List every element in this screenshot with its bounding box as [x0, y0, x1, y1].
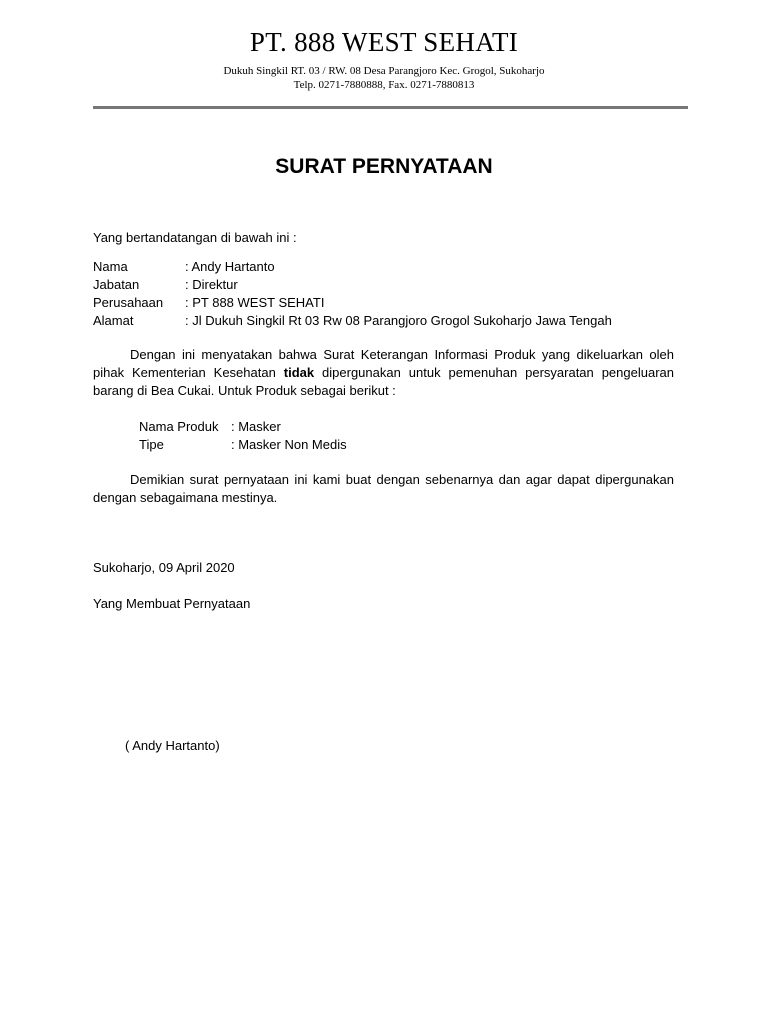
identity-row-perusahaan — [93, 294, 693, 312]
company-name: PT. 888 WEST SEHATI — [249, 27, 519, 57]
statement-text-before: Dengan ini menyatakan bahwa Surat Keterangan Informasi Produk yang dikeluarkan oleh pihak Kementerian Kesehatan — [93, 347, 674, 380]
identity-value: : PT 888 WEST SEHATI — [185, 295, 325, 310]
identity-row-nama — [93, 258, 693, 276]
statement-paragraph — [93, 346, 674, 400]
place-date: Sukoharjo, 09 April 2020 — [93, 560, 235, 575]
intro-text: Yang bertandatangan di bawah ini : — [93, 230, 297, 245]
signer-name: ( Andy Hartanto) — [125, 738, 220, 753]
letterhead — [0, 26, 768, 92]
product-row-type — [139, 436, 539, 454]
letterhead-divider — [93, 106, 688, 109]
product-block — [139, 418, 539, 454]
document-title: SURAT PERNYATAAN — [275, 155, 493, 178]
identity-value: : Jl Dukuh Singkil Rt 03 Rw 08 Parangjoro Grogol Sukoharjo Jawa Tengah — [185, 313, 612, 328]
identity-value: : Direktur — [185, 277, 238, 292]
identity-label: Jabatan — [93, 277, 140, 292]
identity-block — [93, 258, 693, 330]
product-value: : Masker Non Medis — [231, 437, 347, 452]
statement-emphasis: tidak — [283, 365, 315, 380]
identity-label: Nama — [93, 259, 128, 274]
product-label: Tipe — [139, 437, 164, 452]
company-address: Dukuh Singkil RT. 03 / RW. 08 Desa Parangjoro Kec. Grogol, Sukoharjo — [223, 65, 545, 77]
product-row-name — [139, 418, 539, 436]
identity-label: Alamat — [93, 313, 134, 328]
product-label: Nama Produk — [139, 419, 219, 434]
product-value: : Masker — [231, 419, 281, 434]
identity-row-alamat — [93, 312, 693, 330]
signer-role: Yang Membuat Pernyataan — [93, 596, 251, 611]
statement-text-after: dipergunakan untuk pemenuhan persyaratan pengeluaran barang di Bea Cukai. Untuk Produk sebagai berikut : — [93, 365, 674, 398]
identity-value: : Andy Hartanto — [185, 259, 275, 274]
closing-paragraph: Demikian surat pernyataan ini kami buat dengan sebenarnya dan agar dapat dipergunakan dengan sebagaimana mestinya. — [93, 472, 674, 505]
identity-row-jabatan — [93, 276, 693, 294]
company-contact: Telp. 0271-7880888, Fax. 0271-7880813 — [293, 79, 475, 91]
identity-label: Perusahaan — [93, 295, 164, 310]
